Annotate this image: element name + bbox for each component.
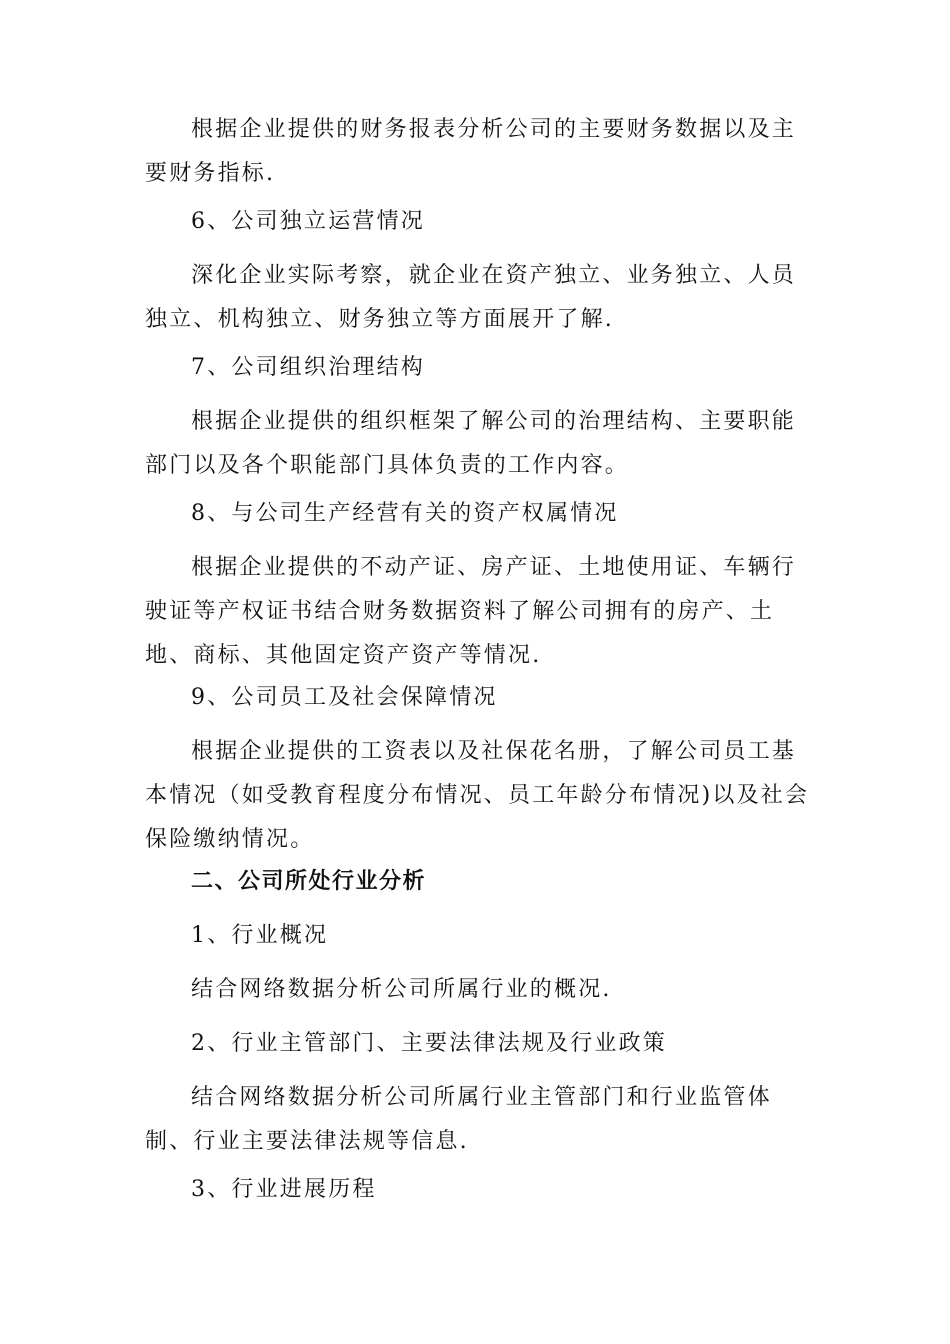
heading-independent-operation: 6、公司独立运营情况 bbox=[191, 209, 425, 234]
paragraph-governance-structure: 根据企业提供的组织框架了解公司的治理结构、主要职能部门以及各个职能部门具体负责的工作内容。 bbox=[145, 409, 797, 478]
paragraph-industry-overview: 结合网络数据分析公司所属行业的概况. bbox=[191, 977, 612, 1002]
heading-employee-social-security: 9、公司员工及社会保障情况 bbox=[191, 685, 498, 710]
heading-industry-regulation: 2、行业主管部门、主要法律法规及行业政策 bbox=[191, 1031, 667, 1056]
paragraph-industry-regulation: 结合网络数据分析公司所属行业主管部门和行业监管体制、行业主要法律法规等信息. bbox=[145, 1085, 772, 1154]
heading-industry-history: 3、行业进展历程 bbox=[191, 1177, 377, 1202]
section-heading-industry-analysis: 二、公司所处行业分析 bbox=[191, 869, 427, 894]
paragraph-financial-analysis: 根据企业提供的财务报表分析公司的主要财务数据以及主要财务指标. bbox=[145, 117, 797, 186]
paragraph-independent-operation: 深化企业实际考察，就企业在资产独立、业务独立、人员独立、机构独立、财务独立等方面展开了解. bbox=[145, 263, 797, 332]
heading-governance-structure: 7、公司组织治理结构 bbox=[191, 355, 425, 380]
heading-asset-ownership: 8、与公司生产经营有关的资产权属情况 bbox=[191, 501, 619, 526]
paragraph-asset-ownership: 根据企业提供的不动产证、房产证、土地使用证、车辆行驶证等产权证书结合财务数据资料了解公司拥有的房产、土地、商标、其他固定资产资产等情况. bbox=[145, 555, 797, 668]
paragraph-employee-social-security: 根据企业提供的工资表以及社保花名册，了解公司员工基本情况（如受教育程度分布情况、员工年龄分布情况)以及社会保险缴纳情况。 bbox=[145, 739, 810, 852]
heading-industry-overview: 1、行业概况 bbox=[191, 923, 329, 948]
